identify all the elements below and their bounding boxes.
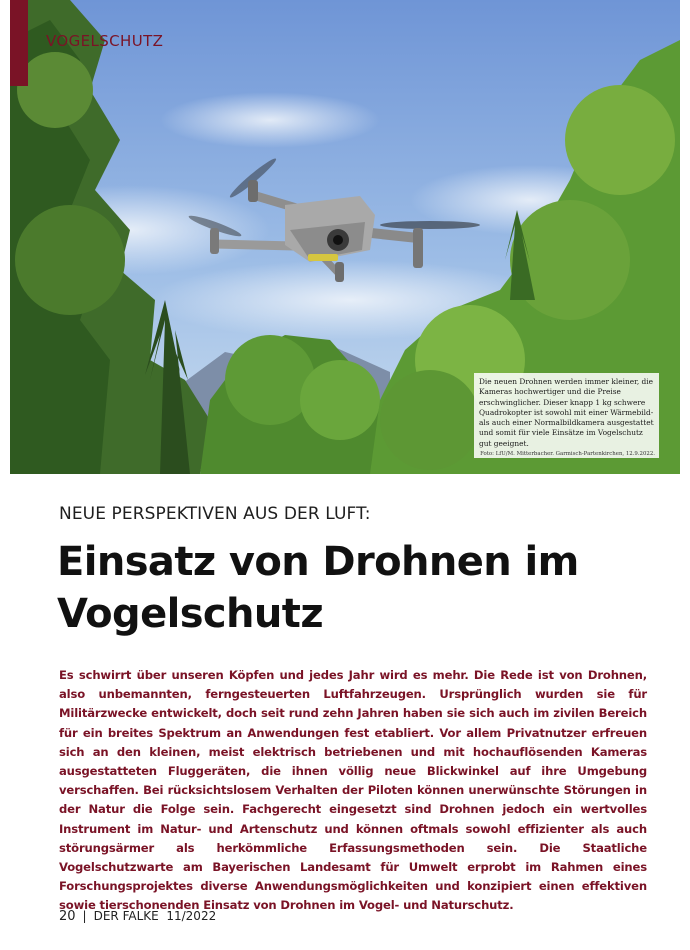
photo-credit: Foto: LfU/M. Mitterbacher. Garmisch-Partenkirchen, 12.9.2022.	[480, 451, 655, 458]
footer-separator: |	[82, 909, 87, 923]
photo-caption-box	[474, 373, 659, 458]
article-lead: Es schwirrt über unseren Köpfen und jedes Jahr wird es mehr. Die Rede ist von Drohnen, also unbemannten, ferngesteuerten Luftfahrzeugen. Ursprünglich wurden sie für Militärzwecke entwickelt, doch seit rund zehn Jahren haben sie sich auch im zivilen Bereich für ein breites Spektrum an Anwendungen fest etabliert. Vor allem Privatnutzer erfreuen sich an den kleinen, meist elektrisch betriebenen und mit hochauflösenden Kameras ausgestatteten Fluggeräten, die ihnen völlig neue Blickwinkel auf ihre Umgebung verschaffen. Bei rücksichtslosem Verhalten der Piloten können unerwünschte Störungen in der Natur die Folge sein. Fachgerecht eingesetzt sind Drohnen jedoch ein wertvolles Instrument im Natur- und Artenschutz und können oftmals sowohl effizienter als auch störungsärmer als herkömmliche Erfassungsmethoden sein. Die Staatliche Vogelschutzwarte am Bayerischen Landesamt für Umwelt erprobt im Rahmen eines Forschungsprojektes diverse Anwendungsmöglichkeiten und konzipiert einen effektiven sowie tierschonenden Einsatz von Drohnen im Vogel- und Naturschutz.	[59, 668, 647, 913]
foliage	[380, 370, 480, 470]
section-marker-bar	[10, 0, 28, 86]
page-footer	[59, 909, 216, 924]
section-label: VOGELSCHUTZ	[46, 32, 164, 50]
foliage	[17, 52, 93, 128]
magazine-name: DER FALKE	[93, 909, 159, 923]
article-kicker: NEUE PERSPEKTIVEN AUS DER LUFT:	[59, 504, 371, 524]
issue-number: 11/2022	[166, 909, 217, 923]
article-headline: Einsatz von Drohnen im Vogelschutz	[57, 539, 579, 637]
foliage	[15, 205, 125, 315]
foliage	[565, 85, 675, 195]
photo-caption: Die neuen Drohnen werden immer kleiner, die Kameras hochwertiger und die Preise erschwinglicher. Dieser knapp 1 kg schwere Quadrokopter ist sowohl mit einer Wärmebild- als auch einer Normalbildkamera ausgestattet und somit für viele Einsätze im Vogelschutz gut geeignet.	[479, 377, 654, 448]
cloud	[160, 92, 380, 148]
foliage	[510, 200, 630, 320]
foliage	[225, 335, 315, 425]
foliage	[300, 360, 380, 440]
page-number: 20	[59, 909, 76, 924]
